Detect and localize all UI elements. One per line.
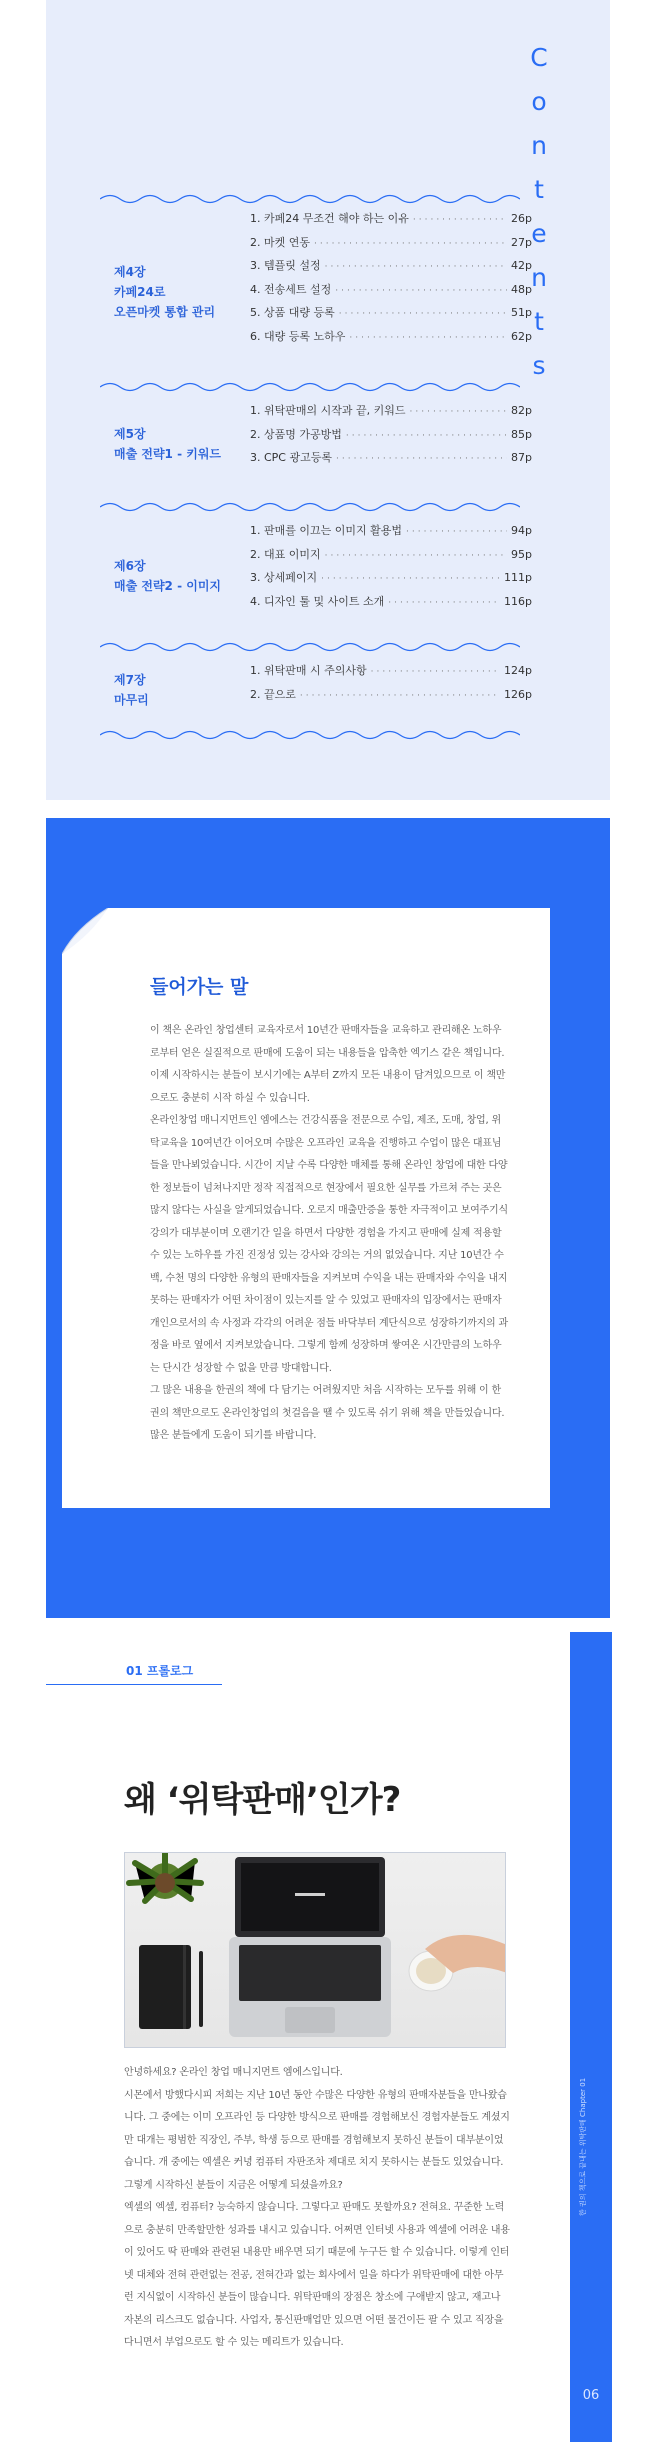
page-curl-icon: [62, 908, 108, 954]
toc-item-label: 4. 전송세트 설정: [250, 282, 332, 296]
side-running-title: 한 권의 책으로 끝내는 위탁판매 Chapter 01: [579, 2077, 587, 2216]
chapter-title-line: 제7장: [114, 673, 146, 687]
toc-item[interactable]: [250, 449, 532, 473]
toc-item-label: 3. CPC 광고등록: [250, 451, 332, 464]
toc-leader: [388, 598, 500, 608]
contents-letter: n: [531, 263, 547, 292]
toc-leader: [339, 309, 507, 319]
wave-divider: [100, 728, 520, 742]
intro-paragraph: 이 책은 온라인 창업센터 교육자로서 10년간 판매자들을 교육하고 관리해온 노하우로부터 얻은 실질적으로 판매에 도움이 되는 내용들을 압축한 엑기스 같은 책입니다. 이제 시작하시는 분들이 보시기에는 A부터 Z까지 모든 내용이 담겨있으므로 이 책만으로도 충분히 시작 하실 수 있습니다.: [150, 1025, 506, 1104]
toc-leader: [321, 574, 500, 584]
chapter-6-title: [114, 556, 221, 596]
toc-item[interactable]: [250, 546, 532, 570]
toc-item-label: 2. 끝으로: [250, 687, 296, 701]
toc-item[interactable]: [250, 686, 532, 710]
toc-leader: [371, 667, 500, 677]
toc-item-page: 94p: [511, 524, 532, 537]
chapter-5-title: [114, 424, 221, 464]
toc-leader: [325, 551, 507, 561]
wave-divider: [100, 380, 520, 394]
intro-paragraph: 그 많은 내용을 한권의 책에 다 담기는 어려웠지만 처음 시작하는 모두를 위해 이 한권의 책만으로도 온라인창업의 첫걸음을 땔 수 있도록 쉬기 위해 책을 만들었습니다. 많은 분들에게 도움이 되기를 바랍니다.: [150, 1385, 505, 1441]
toc-item-label: 1. 판매를 이끄는 이미지 활용법: [250, 524, 402, 537]
toc-item-page: 42p: [511, 259, 532, 272]
contents-letter: s: [532, 351, 546, 380]
contents-letter: C: [530, 43, 548, 72]
page-title: 왜 ‘위탁판매’인가?: [124, 1780, 401, 1820]
chapter-title-line: 오픈마켓 통합 관리: [114, 305, 216, 319]
page-number: 06: [582, 2388, 600, 2403]
prologue-paragraph: 시몬에서 방했다시피 저희는 지난 10년 동안 수많은 다양한 유형의 판매자분들을 만나왔습니다. 그 중에는 이미 오프라인 등 다양한 방식으로 판매를 경험해보신 경험자분들도 계셨지만 대개는 평범한 직장인, 주부, 학생 등으로 판매를 경험해보지 못하신 분들이 대부분이었습니다. 개 중에는 엑셀은 커녕 컴퓨터 자판조차 제대로 치지 못하시는 분들도 있었습니다. 그렇게 시작하신 분들이 지금은 어떻게 되셨을까요?: [124, 2089, 510, 2191]
contents-letter: e: [531, 219, 547, 248]
toc-leader: [406, 527, 507, 537]
contents-letter: t: [534, 175, 544, 204]
toc-leader: [325, 262, 507, 272]
toc-item[interactable]: [250, 234, 532, 258]
toc-leader: [336, 454, 507, 464]
toc-item-label: 1. 위탁판매 시 주의사항: [250, 664, 367, 677]
chapter-title-line: 제4장: [114, 265, 146, 279]
chapter-title-line: 마무리: [114, 693, 149, 707]
toc-item-label: 2. 마켓 연동: [250, 235, 310, 249]
toc-item-label: 3. 템플릿 설정: [250, 259, 321, 272]
prologue-paragraph: 엑셀의 엑셀, 컴퓨터? 능숙하지 않습니다. 그렇다고 판매도 못할까요? 전혀요. 꾸준한 노력으로 충분히 만족할만한 성과를 내시고 있습니다. 어쩌면 인터넷 사용과 엑셀에 어려운 내용이 있어도 딱 판매와 관련된 내용만 배우면 되기 때문에 누구든 할 수 있습니다. 이렇게 인터넷 대체와 전혀 관련없는 전공, 전혀간과 없는 회사에서 일을 하다가 위탁판매에 대한 아무런 지식없이 시작하신 분들이 많습니다. 위탁판매의 장점은 창소에 구애받지 않고, 재고나 자본의 리스크도 없습니다. 사업자, 통신판매업만 있으면 어떤 물건이든 팔 수 있고 직장을 다니면서 부업으로도 할 수 있는 메리트가 있습니다.: [124, 2202, 510, 2348]
toc-item[interactable]: [250, 402, 532, 426]
intro-paragraph: 온라인창업 매니지먼트인 엠에스는 건강식품을 전문으로 수입, 제조, 도매, 창업, 위탁교육을 10여년간 이어오며 수많은 오프라인 교육을 진행하고 수업이 많은 대표님들을 만나뵈었습니다. 시간이 지날 수록 다양한 매체를 통해 온라인 창업에 대한 다양한 정보들이 넘쳐나지만 정작 직접적으로 현장에서 필요한 실무를 가르쳐 주는 곳은 많지 않다는 사실을 알게되었습니다. 오로지 매출만증을 통한 자극적이고 보여주기식 강의가 대부분이며 오랜기간 일을 하면서 다양한 경험을 가지고 판매에 실제 적용할 수 있는 노하우를 가진 진정성 있는 강사와 강의는 거의 없었습니다. 지난 10년간 수백, 수천 명의 다양한 유형의 판매자들을 지켜보며 수익을 내는 판매자와 수익을 내지 못하는 판매자가 어떤 차이점이 있는지를 알 수 있었고 판매자의 입장에서는 판매자 개인으로서의 속 사정과 각각의 어려운 점들 바닥부터 계단식으로 성장하기까지의 과정을 바로 옆에서 지켜보았습니다. 그렇게 함께 성장하며 쌓여온 시간만큼의 노하우는 단시간 성장할 수 없을 만큼 방대합니다.: [150, 1115, 508, 1374]
toc-item-page: 124p: [504, 664, 532, 677]
toc-leader: [410, 407, 508, 417]
toc-item-label: 3. 상세페이지: [250, 571, 318, 584]
toc-item-page: 51p: [511, 306, 532, 319]
contents-letter: t: [534, 307, 544, 336]
toc-item-page: 126p: [504, 687, 532, 701]
toc-item-page: 26p: [511, 212, 532, 225]
toc-item[interactable]: [250, 328, 532, 352]
toc-item-page: 48p: [511, 282, 532, 296]
toc-item-page: 116p: [504, 594, 532, 608]
wave-divider: [100, 640, 520, 654]
toc-item[interactable]: [250, 257, 532, 281]
chapter-title-line: 매출 전략2 - 이미지: [114, 579, 222, 593]
toc-item-label: 1. 위탁판매의 시작과 끝, 키워드: [250, 404, 406, 417]
toc-item[interactable]: [250, 304, 532, 328]
toc-leader: [413, 215, 507, 225]
chapter-4-list: [250, 210, 532, 351]
toc-item-page: 111p: [504, 571, 532, 584]
toc-item[interactable]: [250, 662, 532, 686]
toc-leader: [300, 691, 500, 701]
chapter-6-list: [250, 522, 532, 616]
toc-item-page: 95p: [511, 547, 532, 561]
toc-leader: [335, 286, 507, 296]
prologue-paragraph: 안녕하세요? 온라인 창업 매니지먼트 엠에스입니다.: [124, 2067, 343, 2078]
contents-letter: n: [531, 131, 547, 160]
wave-divider: [100, 500, 520, 514]
toc-item-page: 87p: [511, 451, 532, 464]
toc-item-page: 82p: [511, 404, 532, 417]
side-accent-bar: [570, 1632, 612, 2442]
chapter-7-title: [114, 670, 149, 710]
toc-leader: [349, 333, 507, 343]
toc-item-label: 5. 상품 대량 등록: [250, 306, 335, 319]
chapter-title-line: 제6장: [114, 559, 146, 573]
chapter-title-line: 매출 전략1 - 키워드: [114, 447, 222, 461]
chapter-title-line: 제5장: [114, 427, 146, 441]
toc-leader: [314, 239, 507, 249]
plant-icon: [129, 1853, 201, 1901]
toc-item[interactable]: [250, 426, 532, 450]
toc-item-label: 2. 대표 이미지: [250, 547, 321, 561]
toc-item-page: 27p: [511, 235, 532, 249]
chapter-7-list: [250, 662, 532, 709]
chapter-title-line: 카페24로: [114, 285, 166, 299]
notebook-icon: [139, 1945, 203, 2029]
toc-item-label: 4. 디자인 툴 및 사이트 소개: [250, 594, 385, 608]
section-underline: [46, 1684, 222, 1685]
toc-item[interactable]: [250, 522, 532, 546]
chapter-5-list: [250, 402, 532, 473]
laptop-illustration: [125, 1853, 506, 2048]
toc-item[interactable]: [250, 281, 532, 305]
prologue-body: [124, 2062, 512, 2355]
contents-letter: o: [531, 87, 547, 116]
toc-leader: [346, 431, 507, 441]
intro-body: [150, 1020, 508, 1448]
toc-item[interactable]: [250, 569, 532, 593]
chapter-4-title: [114, 262, 215, 322]
toc-item-label: 2. 상품명 가공방법: [250, 427, 342, 441]
intro-heading: 들어가는 말: [150, 976, 249, 998]
laptop-icon: [229, 1857, 391, 2037]
toc-item[interactable]: [250, 593, 532, 617]
wave-divider: [100, 192, 520, 206]
toc-item-page: 85p: [511, 427, 532, 441]
laptop-desk-photo: [124, 1852, 506, 2048]
section-label: 01 프롤로그: [126, 1664, 194, 1678]
coffee-cup-icon: [409, 1935, 506, 1991]
toc-item-page: 62p: [511, 329, 532, 343]
toc-item[interactable]: [250, 210, 532, 234]
toc-item-label: 6. 대량 등록 노하우: [250, 329, 346, 343]
toc-item-label: 1. 카페24 무조건 해야 하는 이유: [250, 212, 409, 225]
